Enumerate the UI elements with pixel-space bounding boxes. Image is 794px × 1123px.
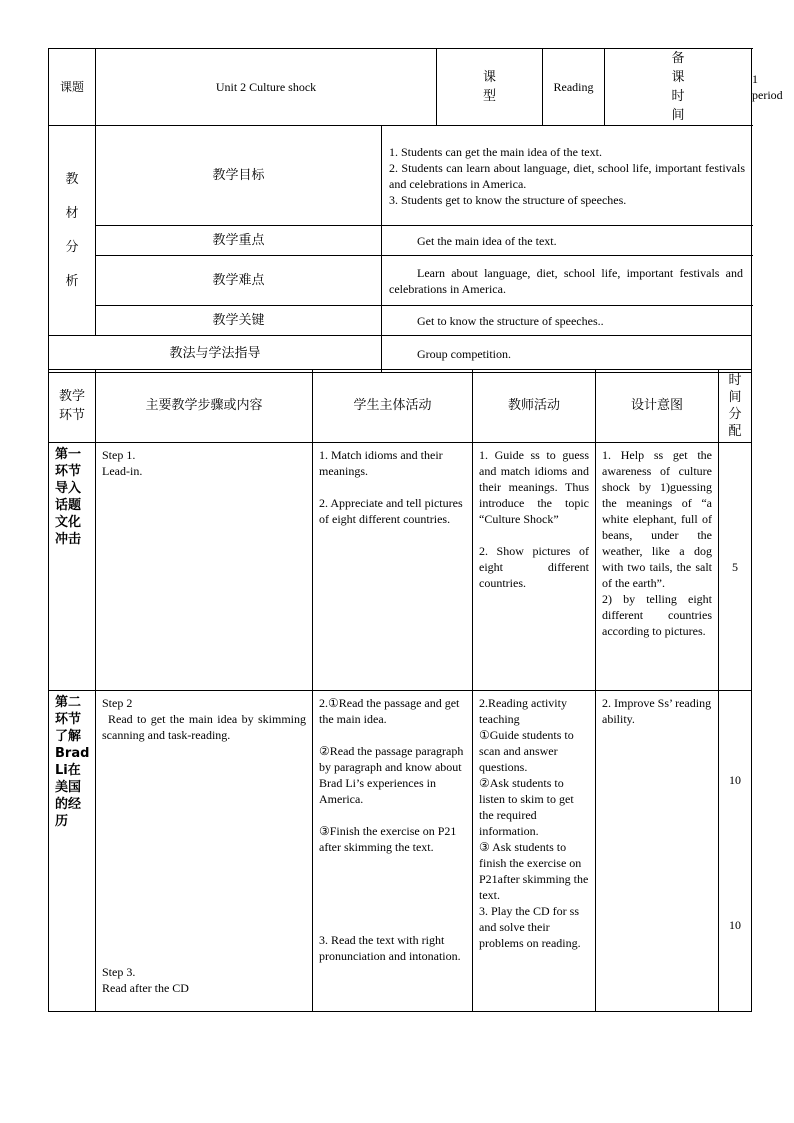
stage2-student [313, 691, 473, 1012]
type-label-2: 型 [483, 89, 497, 104]
stage2-content [96, 691, 313, 1012]
stage1-title: 第一环节导入话题文化冲击 [49, 443, 96, 691]
stage1-step-desc: Lead-in. [102, 464, 143, 478]
teaching-plan-table [48, 369, 752, 1012]
prep-label-3: 时 [671, 89, 685, 104]
stage2-student-2: ②Read the passage paragraph by paragraph and know about Brad Li’s experiences in America. [319, 744, 464, 806]
analysis-side-2: 材 [65, 205, 79, 221]
stage1-intent-2: 2) by telling eight different countries according to pictures. [602, 592, 712, 638]
stage2-title: 第二环节了解Brad Li在美国的经历 [49, 691, 96, 1012]
analysis-side-3: 分 [65, 239, 79, 255]
analysis-side-4: 析 [65, 273, 79, 289]
time-header-2: 间 [728, 390, 742, 405]
objectives-label: 教学目标 [96, 126, 382, 226]
stage2-time-1: 10 [729, 773, 741, 787]
course-label: 课题 [49, 49, 96, 126]
analysis-row-key [49, 306, 752, 336]
focus-label: 教学重点 [96, 226, 382, 256]
header-analysis-table [48, 48, 783, 373]
stage1-teacher-2: 2. Show pictures of eight different countries. [479, 544, 589, 590]
objective-2: 2. Students can learn about language, diet, school life, important festivals and celebrations in America. [389, 160, 746, 191]
type-value: Reading [543, 49, 605, 126]
analysis-side-label [49, 126, 96, 336]
prep-label [605, 49, 752, 126]
stage1-intent-1: 1. Help ss get the awareness of culture shock by 1)guessing the meanings of “a white elephant, full of beans, under the weather, like a dog with two tails, the salt of the earth”. [602, 448, 712, 590]
stage1-teacher [473, 443, 596, 691]
stage3-time-1: 10 [729, 918, 741, 932]
teacher-header: 教师活动 [473, 370, 596, 443]
time-header-1: 时 [728, 373, 742, 388]
stage1-intent [596, 443, 719, 691]
prep-label-2: 课 [671, 70, 685, 85]
stage-header [49, 370, 96, 443]
stage2-student-4: 3. Read the text with right pronunciation and intonation. [319, 933, 461, 963]
course-value: Unit 2 Culture shock [96, 49, 437, 126]
objectives-content [382, 126, 752, 226]
content-header: 主要教学步骤或内容 [96, 370, 313, 443]
stage2-intent: 2. Improve Ss’ reading ability. [596, 691, 719, 1012]
key-content: Get to know the structure of speeches.. [382, 306, 752, 336]
stage2-row [49, 691, 752, 1012]
method-value: Group competition. [382, 336, 752, 373]
intent-header: 设计意图 [596, 370, 719, 443]
stage1-time: 5 [719, 443, 752, 691]
stage2-step-desc: Read to get the main idea by skimming scanning and task-reading. [102, 712, 306, 742]
stage2-teacher [473, 691, 596, 1012]
stage1-student [313, 443, 473, 691]
method-row [49, 336, 752, 373]
time-header [719, 370, 752, 443]
focus-content: Get the main idea of the text. [382, 226, 752, 256]
header-row: 课题 Unit 2 Culture shock 课 型 Reading 备 课 时 间 1 period [49, 49, 752, 126]
objective-1: 1. Students can get the main idea of the text. [389, 144, 602, 159]
stage1-student-2: 2. Appreciate and tell pictures of eight different countries. [319, 496, 463, 526]
stage2-teacher-5: 3. Play the CD for ss and solve their problems on reading. [479, 904, 581, 950]
key-label: 教学关键 [96, 306, 382, 336]
stage-header-2: 环节 [58, 408, 85, 423]
stage2-step-title: Step 2 [102, 696, 133, 710]
method-label: 教法与学法指导 [49, 336, 382, 373]
time-header-3: 分 [728, 407, 742, 422]
difficulty-content: Learn about language, diet, school life, important festivals and celebrations in America. [382, 256, 752, 306]
stage2-teacher-1: 2.Reading activity teaching [479, 696, 567, 726]
prep-label-1: 备 [671, 51, 685, 66]
stage1-content [96, 443, 313, 691]
stage2-student-1: 2.①Read the passage and get the main idea. [319, 696, 460, 726]
stage1-student-1: 1. Match idioms and their meanings. [319, 448, 443, 478]
stage-header-1: 教学 [58, 389, 85, 404]
plan-header-row [49, 370, 752, 443]
student-header: 学生主体活动 [313, 370, 473, 443]
stage2-student-3: ③Finish the exercise on P21 after skimming the text. [319, 824, 457, 854]
stage3-step-desc: Read after the CD [102, 981, 189, 995]
type-label-1: 课 [483, 70, 497, 85]
analysis-row-difficulty [49, 256, 752, 306]
stage2-teacher-3: ②Ask students to listen to skim to get the required information. [479, 776, 574, 838]
stage2-teacher-4: ③ Ask students to finish the exercise on P21after skimming the text. [479, 840, 589, 902]
stage1-step-title: Step 1. [102, 448, 136, 462]
difficulty-label: 教学难点 [96, 256, 382, 306]
stage1-teacher-1: 1. Guide ss to guess and match idioms and their meanings. Thus introduce the topic “Culture Shock” [479, 448, 589, 526]
time-header-4: 配 [728, 424, 742, 439]
stage3-step-title: Step 3. [102, 965, 136, 979]
objective-3: 3. Students get to know the structure of speeches. [389, 192, 627, 207]
stage2-teacher-2: ①Guide students to scan and answer questions. [479, 728, 574, 774]
type-label [437, 49, 543, 126]
prep-label-4: 间 [671, 108, 685, 123]
analysis-row-focus [49, 226, 752, 256]
stage1-row [49, 443, 752, 691]
analysis-row-objectives [49, 126, 752, 226]
analysis-side-1: 教 [65, 171, 79, 187]
stage2-time [719, 691, 752, 1012]
